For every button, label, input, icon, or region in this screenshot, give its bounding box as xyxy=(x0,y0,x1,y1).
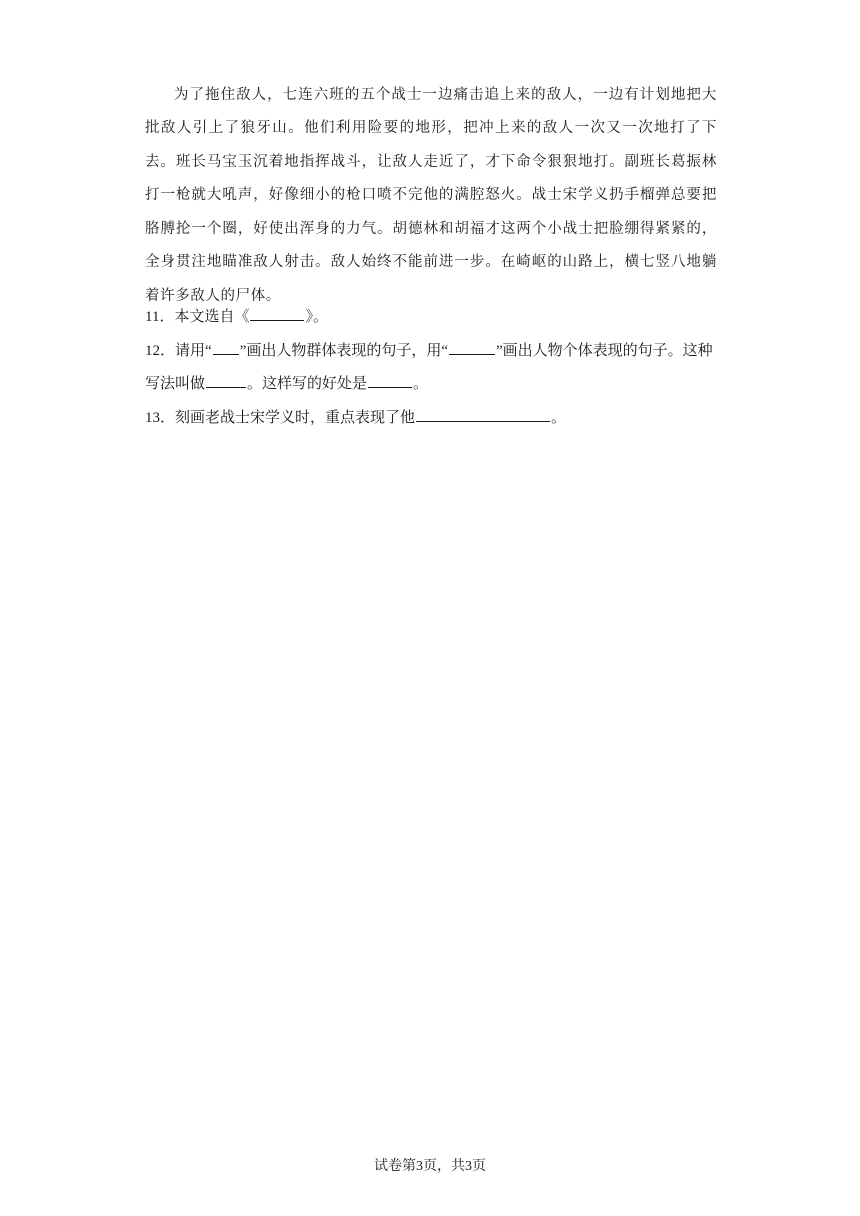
question-12-text-part2: ”画出人物群体表现的句子，用“ xyxy=(239,342,449,359)
underline-sample-long xyxy=(449,339,495,355)
answer-blank[interactable] xyxy=(368,372,412,388)
question-13-text-end: 。 xyxy=(551,409,567,426)
question-11-number: 11． xyxy=(145,309,175,325)
question-12-text-part4: 。这样写的好处是 xyxy=(247,376,368,392)
question-11-text: 本文选自《 xyxy=(174,309,250,325)
answer-blank[interactable] xyxy=(206,372,246,388)
page-footer: 试卷第3页，共3页 xyxy=(374,1159,486,1174)
question-13-number: 13． xyxy=(145,409,176,426)
question-11-text-end: 》。 xyxy=(305,309,328,325)
question-13-text: 刻画老战士宋学义时，重点表现了他 xyxy=(175,409,416,426)
answer-blank[interactable] xyxy=(416,406,550,422)
question-list xyxy=(145,301,717,435)
question-12-number: 12． xyxy=(145,342,176,359)
question-11 xyxy=(145,301,717,335)
question-12 xyxy=(145,335,717,402)
question-12-text-part1: 请用“ xyxy=(175,342,212,359)
reading-passage: 为了拖住敌人，七连六班的五个战士一边痛击追上来的敌人，一边有计划地把大批敌人引上了狼牙山。他们利用险要的地形，把冲上来的敌人一次又一次地打了下去。班长马宝玉沉着地指挥战斗，让敌人走近了，才下命令狠狠地打。副班长葛振林打一枪就大吼声，好像细小的枪口喷不完他的满腔怒火。战士宋学义扔手榴弹总要把胳膊抡一个圈，好使出浑身的力气。胡德林和胡福才这两个小战士把脸绷得紧紧的，全身贯注地瞄准敌人射击。敌人始终不能前进一步。在崎岖的山路上，横七竖八地躺着许多敌人的尸体。 xyxy=(145,86,717,304)
question-12-text-part3: ”画出人物个体表现的句子。这种写法叫做 xyxy=(145,342,713,392)
question-12-text-part5: 。 xyxy=(413,376,429,392)
question-13 xyxy=(145,402,717,436)
underline-sample-short xyxy=(213,339,239,355)
answer-blank[interactable] xyxy=(250,305,304,321)
